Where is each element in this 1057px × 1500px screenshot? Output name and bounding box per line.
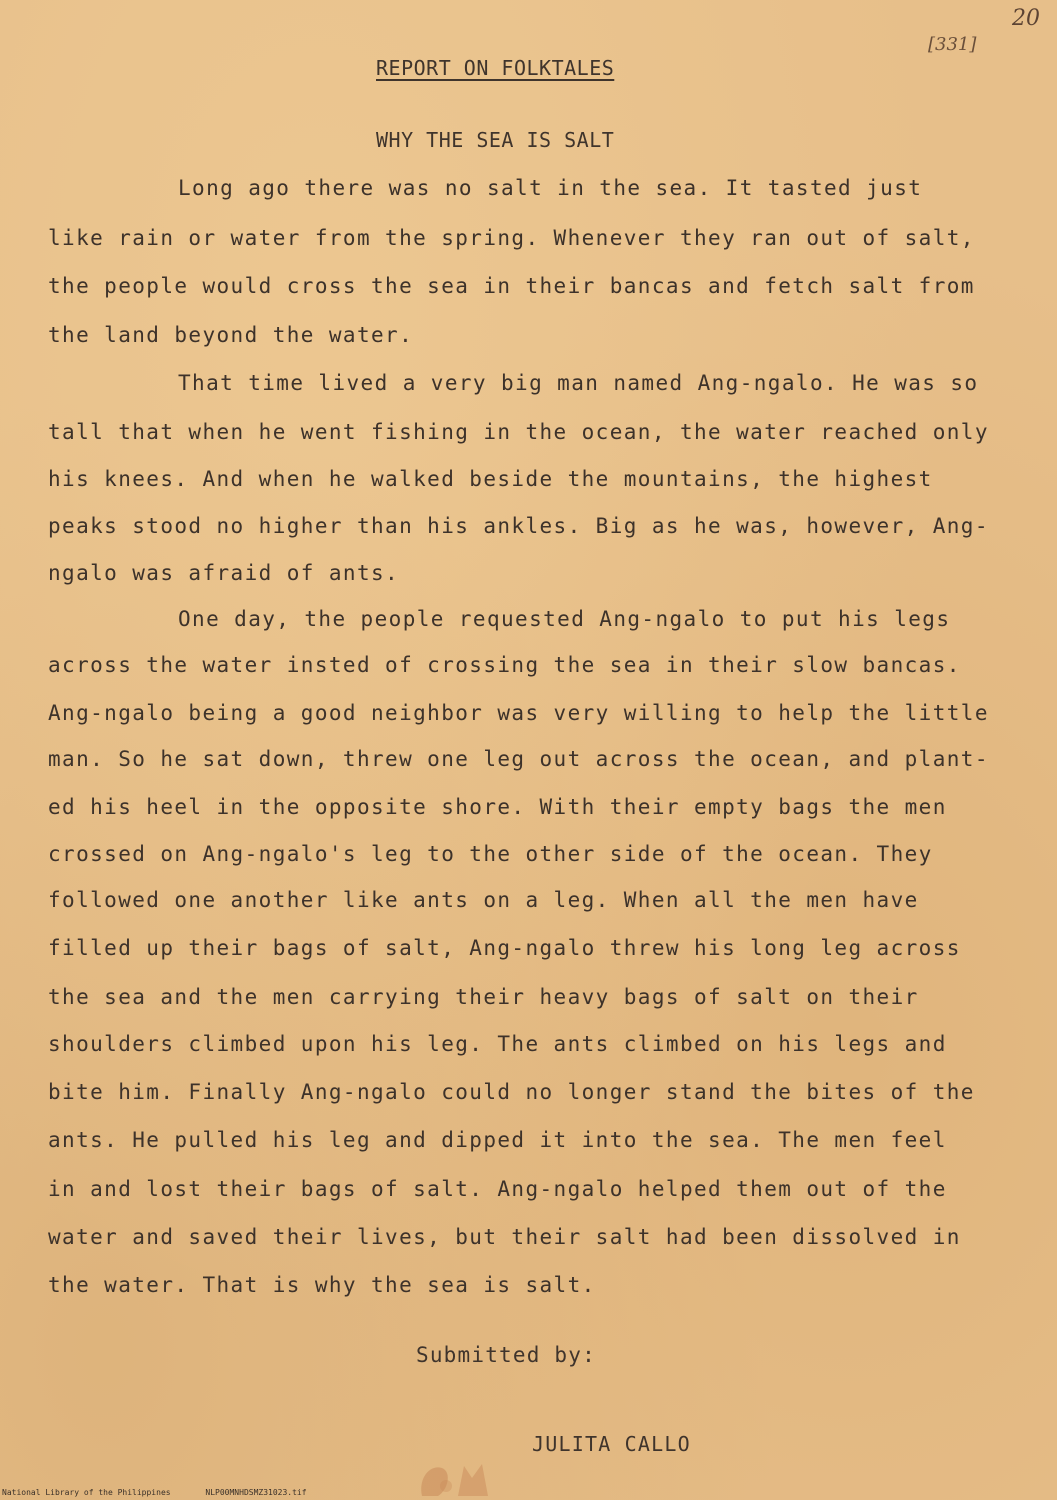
text-line: That time lived a very big man named Ang-ngalo. He was so	[178, 371, 979, 395]
text-line: water and saved their lives, but their salt had been dissolved in	[48, 1225, 961, 1249]
archive-mark: [331]	[928, 34, 977, 55]
submitted-by-label: Submitted by:	[416, 1343, 596, 1367]
text-line: ed his heel in the opposite shore. With their empty bags the men	[48, 795, 947, 819]
text-line: the land beyond the water.	[48, 323, 414, 347]
text-line: man. So he sat down, threw one leg out across the ocean, and plant-	[48, 747, 989, 771]
text-line: Ang-ngalo being a good neighbor was very willing to help the little	[48, 701, 989, 725]
text-line: his knees. And when he walked beside the mountains, the highest	[48, 467, 933, 491]
archive-footer	[2, 1488, 337, 1497]
text-line: bite him. Finally Ang-ngalo could no longer stand the bites of the	[48, 1080, 975, 1104]
footer-filename: NLP00MNHDSMZ31023.tif	[205, 1488, 307, 1497]
story-title: WHY THE SEA IS SALT	[376, 128, 615, 152]
text-line: tall that when he went fishing in the ocean, the water reached only	[48, 420, 989, 444]
text-line: followed one another like ants on a leg. When all the men have	[48, 888, 919, 912]
handwritten-page-number: 20	[1012, 6, 1040, 31]
text-line: shoulders climbed upon his leg. The ants climbed on his legs and	[48, 1032, 947, 1056]
text-line: Long ago there was no salt in the sea. It tasted just	[178, 176, 923, 200]
text-line: like rain or water from the spring. Whenever they ran out of salt,	[48, 226, 975, 250]
text-line: ants. He pulled his leg and dipped it into the sea. The men feel	[48, 1128, 947, 1152]
text-line: crossed on Ang-ngalo's leg to the other side of the ocean. They	[48, 842, 933, 866]
text-line: filled up their bags of salt, Ang-ngalo threw his long leg across	[48, 936, 961, 960]
text-line: ngalo was afraid of ants.	[48, 561, 400, 585]
text-line: the water. That is why the sea is salt.	[48, 1273, 596, 1297]
text-line: in and lost their bags of salt. Ang-ngalo helped them out of the	[48, 1177, 947, 1201]
footer-institution: National Library of the Philippines	[2, 1488, 171, 1497]
text-line: One day, the people requested Ang-ngalo to put his legs	[178, 607, 951, 631]
text-line: peaks stood no higher than his ankles. Big as he was, however, Ang-	[48, 514, 989, 538]
text-line: across the water insted of crossing the sea in their slow bancas.	[48, 653, 961, 677]
author-name: JULITA CALLO	[532, 1432, 691, 1456]
stamp-mark-icon	[412, 1456, 504, 1500]
report-title: REPORT ON FOLKTALES	[376, 56, 615, 80]
text-line: the people would cross the sea in their bancas and fetch salt from	[48, 274, 975, 298]
text-line: the sea and the men carrying their heavy bags of salt on their	[48, 985, 919, 1009]
